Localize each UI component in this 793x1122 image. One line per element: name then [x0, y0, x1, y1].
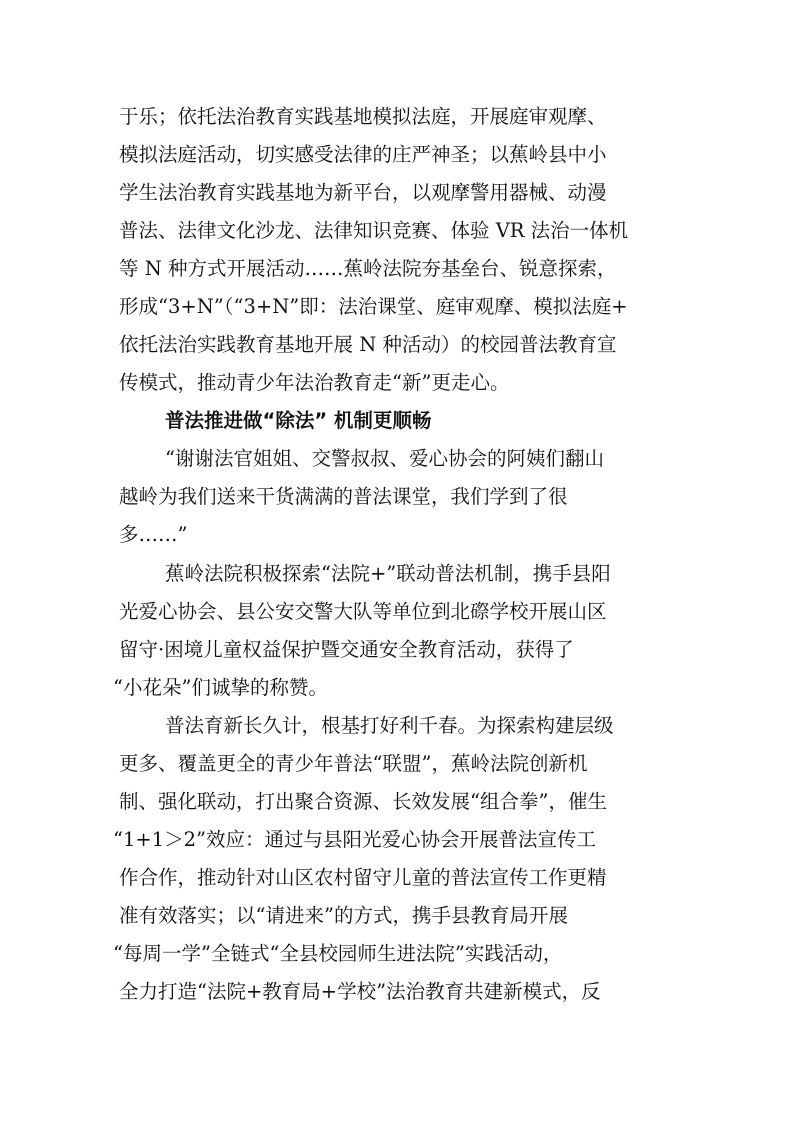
- quote-line: “谢谢法官姐姐、交警叔叔、爱心协会的阿姨们翻山: [165, 447, 604, 470]
- paragraph-line: “1+1＞2”效应：通过与县阳光爱心协会开展普法宣传工: [113, 828, 596, 851]
- quote-line: 越岭为我们送来干货满满的普法课堂，我们学到了很: [119, 485, 568, 508]
- paragraph-line: “每周一学”全链式“全县校园师生进法院”实践活动，: [113, 942, 563, 965]
- paragraph-line: 作合作，推动针对山区农村留守儿童的普法宣传工作更精: [119, 866, 607, 889]
- paragraph-line: 于乐；依托法治教育实践基地模拟法庭，开展庭审观摩、: [119, 105, 607, 128]
- quote-line: 多……”: [119, 523, 188, 546]
- paragraph-line: 光爱心协会、县公安交警大队等单位到北磜学校开展山区: [119, 600, 607, 623]
- paragraph-line: 传模式，推动青少年法治教育走“新”更走心。: [119, 371, 510, 394]
- section-heading: 普法推进做“除法” 机制更顺畅: [165, 409, 432, 432]
- paragraph-line: 形成“3+N”（“3+N”即：法治课堂、庭审观摩、模拟法庭+: [119, 295, 628, 318]
- paragraph-line: 留守·困境儿童权益保护暨交通安全教育活动，获得了: [119, 638, 574, 661]
- paragraph-line: 普法育新长久计，根基打好利千春。为探索构建层级: [165, 714, 614, 737]
- paragraph-line: 更多、覆盖更全的青少年普法“联盟”，蕉岭法院创新机: [119, 752, 588, 775]
- paragraph-line: 模拟法庭活动，切实感受法律的庄严神圣；以蕉岭县中小: [119, 143, 607, 166]
- paragraph-line: 蕉岭法院积极探索“法院+”联动普法机制，携手县阳: [165, 562, 611, 585]
- paragraph-line: 制、强化联动，打出聚合资源、长效发展“组合拳”，催生: [119, 790, 607, 813]
- paragraph-line: 准有效落实；以“请进来”的方式，携手县教育局开展: [119, 904, 568, 927]
- paragraph-line: “小花朵”们诚挚的称赞。: [113, 676, 328, 699]
- paragraph-line: 等 N 种方式开展活动……蕉岭法院夯基垒台、锐意探索，: [119, 257, 617, 280]
- paragraph-line: 学生法治教育实践基地为新平台，以观摩警用器械、动漫: [119, 181, 607, 204]
- paragraph-line: 全力打造“法院+教育局+学校”法治教育共建新模式，反: [119, 980, 601, 1003]
- paragraph-line: 依托法治实践教育基地开展 N 种活动）的校园普法教育宣: [119, 333, 617, 356]
- paragraph-line: 普法、法律文化沙龙、法律知识竞赛、体验 VR 法治一体机: [119, 219, 629, 242]
